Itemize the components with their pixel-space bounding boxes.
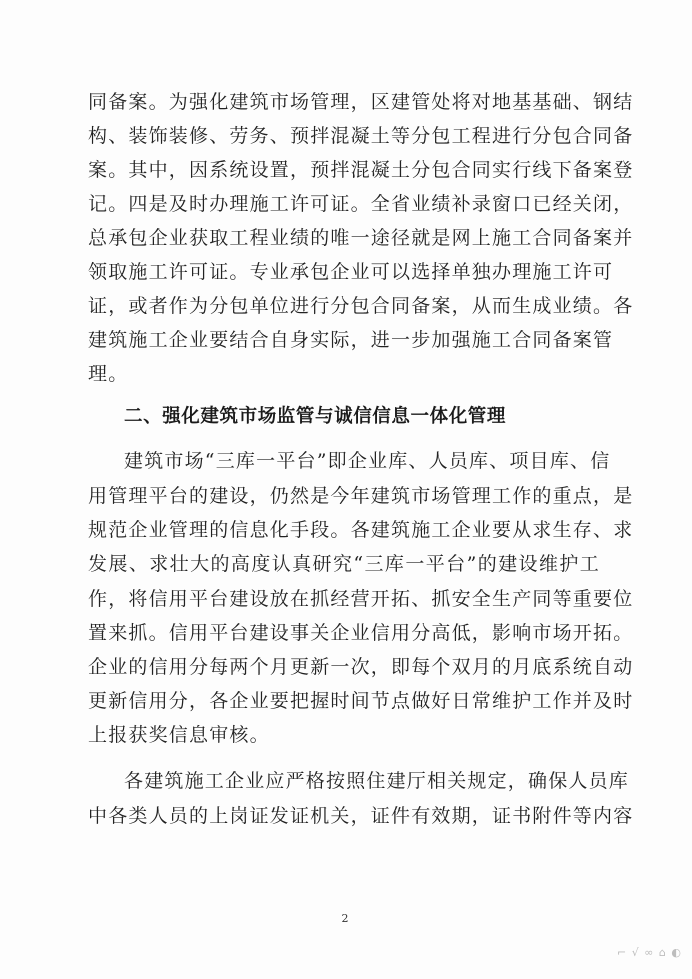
paragraph-line: 中各类人员的上岗证发证机关，证件有效期，证书附件等内容 — [88, 805, 634, 827]
paragraph-line: 构、装饰装修、劳务、预拌混凝土等分包工程进行分包合同备 — [88, 125, 634, 147]
paragraph-line: 理。 — [88, 363, 129, 385]
watermark-text: ⌐ √ ∞ ⌂ ◐ — [617, 946, 682, 959]
section-heading: 二、强化建筑市场监管与诚信信息一体化管理 — [124, 406, 507, 427]
paragraph-line: 证，或者作为分包单位进行分包合同备案，从而生成业绩。各 — [88, 295, 634, 317]
paragraph-line: 建筑市场“三库一平台”即企业库、人员库、项目库、信 — [124, 450, 611, 472]
paragraph-line: 更新信用分，各企业要把握时间节点做好日常维护工作并及时 — [88, 690, 634, 712]
paragraph-line: 置来抓。信用平台建设事关企业信用分高低，影响市场开拓。 — [88, 622, 634, 644]
paragraph-line: 总承包企业获取工程业绩的唯一途径就是网上施工合同备案并 — [88, 227, 634, 249]
paragraph-line: 上报获奖信息审核。 — [88, 724, 270, 746]
paragraph-line: 发展、求壮大的高度认真研究“三库一平台”的建设维护工 — [88, 553, 600, 575]
paragraph-line: 案。其中，因系统设置，预拌混凝土分包合同实行线下备案登 — [88, 159, 634, 181]
paragraph-line: 用管理平台的建设，仍然是今年建筑市场管理工作的重点，是 — [88, 485, 634, 507]
paragraph-line: 同备案。为强化建筑市场管理，区建管处将对地基基础、钢结 — [88, 91, 634, 113]
paragraph-line: 建筑施工企业要结合自身实际，进一步加强施工合同备案管 — [88, 329, 614, 351]
page-number: 2 — [341, 912, 349, 925]
paragraph-line: 企业的信用分每两个月更新一次，即每个双月的月底系统自动 — [88, 656, 634, 678]
paragraph-line: 记。四是及时办理施工许可证。全省业绩补录窗口已经关闭， — [88, 193, 634, 215]
paragraph-line: 作，将信用平台建设放在抓经营开拓、抓安全生产同等重要位 — [88, 588, 634, 610]
paragraph-line: 领取施工许可证。专业承包企业可以选择单独办理施工许可 — [88, 261, 614, 283]
paragraph-line: 规范企业管理的信息化手段。各建筑施工企业要从求生存、求 — [88, 519, 634, 541]
paragraph-line: 各建筑施工企业应严格按照住建厅相关规定，确保人员库 — [124, 770, 630, 792]
